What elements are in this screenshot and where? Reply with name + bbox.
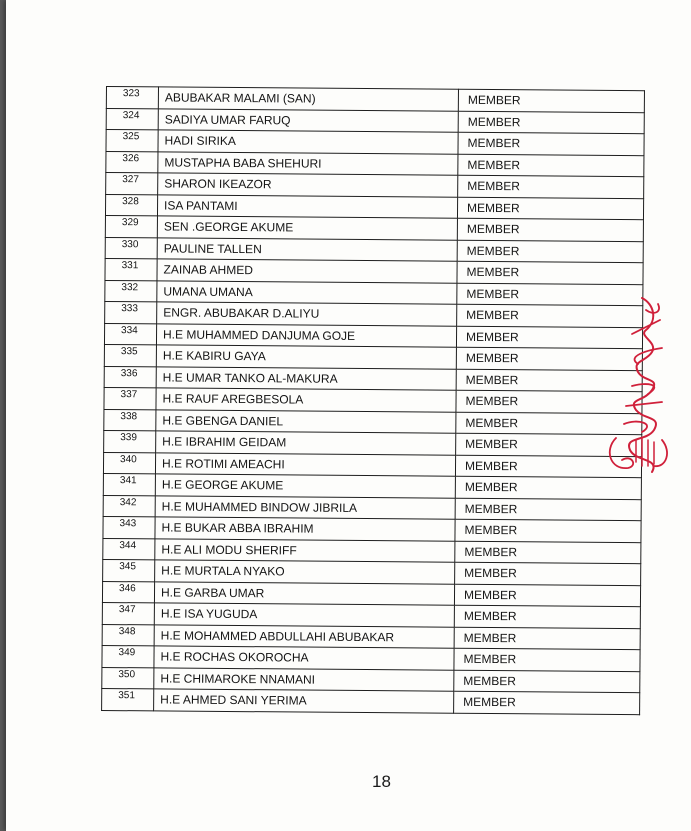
member-role: MEMBER — [458, 175, 644, 198]
row-number: 339 — [104, 430, 156, 452]
member-role: MEMBER — [454, 584, 640, 607]
member-role: MEMBER — [454, 670, 640, 693]
row-number: 351 — [102, 688, 154, 710]
member-name: ZAINAB AHMED — [157, 259, 457, 283]
member-name: H.E MOHAMMED ABDULLAHI ABUBAKAR — [154, 624, 454, 648]
member-name: H.E MURTALA NYAKO — [155, 560, 455, 584]
member-name: H.E ROTIMI AMEACHI — [155, 452, 455, 476]
member-name: H.E CHIMAROKE NNAMANI — [154, 667, 454, 691]
member-name: H.E ROCHAS OKOROCHA — [154, 646, 454, 670]
member-role: MEMBER — [455, 476, 641, 499]
member-role: MEMBER — [455, 562, 641, 585]
row-number: 341 — [103, 473, 155, 495]
row-number: 336 — [104, 366, 156, 388]
row-number: 333 — [105, 301, 157, 323]
member-role: MEMBER — [454, 627, 640, 650]
member-name: H.E KABIRU GAYA — [156, 345, 456, 369]
row-number: 344 — [103, 538, 155, 560]
row-number: 330 — [105, 237, 157, 259]
member-name: ISA PANTAMI — [157, 194, 457, 218]
member-name: H.E RAUF AREGBESOLA — [156, 388, 456, 412]
member-role: MEMBER — [456, 369, 642, 392]
row-number: 328 — [105, 194, 157, 216]
member-role: MEMBER — [456, 347, 642, 370]
member-role: MEMBER — [458, 89, 644, 112]
row-number: 332 — [105, 280, 157, 302]
member-name: MUSTAPHA BABA SHEHURI — [158, 151, 458, 175]
member-name: SEN .GEORGE AKUME — [157, 216, 457, 240]
row-number: 323 — [106, 87, 158, 109]
row-number: 342 — [103, 495, 155, 517]
row-number: 348 — [102, 624, 154, 646]
member-role: MEMBER — [457, 240, 643, 263]
member-name: SADIYA UMAR FARUQ — [158, 108, 458, 132]
members-table-body — [102, 87, 645, 715]
member-name: H.E UMAR TANKO AL-MAKURA — [156, 366, 456, 390]
row-number: 325 — [106, 130, 158, 152]
member-role: MEMBER — [456, 390, 642, 413]
row-number: 331 — [105, 258, 157, 280]
member-name: H.E GARBA UMAR — [154, 581, 454, 605]
member-role: MEMBER — [455, 519, 641, 542]
member-name: HADI SIRIKA — [158, 130, 458, 154]
row-number: 324 — [106, 108, 158, 130]
member-role: MEMBER — [458, 154, 644, 177]
member-name: H.E BUKAR ABBA IBRAHIM — [155, 517, 455, 541]
member-name: H.E MUHAMMED BINDOW JIBRILA — [155, 495, 455, 519]
row-number: 349 — [102, 645, 154, 667]
row-number: 326 — [106, 151, 158, 173]
member-role: MEMBER — [454, 691, 640, 714]
row-number: 335 — [104, 344, 156, 366]
document-page — [6, 0, 691, 831]
member-name: H.E ALI MODU SHERIFF — [155, 538, 455, 562]
member-role: MEMBER — [457, 197, 643, 220]
members-table — [101, 86, 645, 715]
member-name: ABUBAKAR MALAMI (SAN) — [158, 87, 458, 111]
member-role: MEMBER — [458, 132, 644, 155]
row-number: 329 — [105, 215, 157, 237]
row-number: 327 — [106, 173, 158, 195]
member-name: ENGR. ABUBAKAR D.ALIYU — [157, 302, 457, 326]
row-number: 337 — [104, 387, 156, 409]
row-number: 350 — [102, 667, 154, 689]
member-role: MEMBER — [456, 433, 642, 456]
member-role: MEMBER — [455, 541, 641, 564]
member-role: MEMBER — [457, 283, 643, 306]
member-role: MEMBER — [454, 648, 640, 671]
member-name: H.E IBRAHIM GEIDAM — [156, 431, 456, 455]
row-number: 345 — [103, 559, 155, 581]
member-role: MEMBER — [456, 412, 642, 435]
row-number: 338 — [104, 409, 156, 431]
member-name: PAULINE TALLEN — [157, 237, 457, 261]
member-name: SHARON IKEAZOR — [158, 173, 458, 197]
row-number: 340 — [103, 452, 155, 474]
member-name: UMANA UMANA — [157, 280, 457, 304]
signature-icon — [602, 290, 682, 490]
member-role: MEMBER — [457, 261, 643, 284]
row-number: 346 — [102, 581, 154, 603]
member-role: MEMBER — [458, 111, 644, 134]
member-name: H.E GBENGA DANIEL — [156, 409, 456, 433]
member-role: MEMBER — [455, 455, 641, 478]
row-number: 343 — [103, 516, 155, 538]
member-name: H.E GEORGE AKUME — [155, 474, 455, 498]
member-role: MEMBER — [456, 326, 642, 349]
table-row — [102, 688, 640, 714]
member-name: H.E MUHAMMED DANJUMA GOJE — [156, 323, 456, 347]
member-name: H.E ISA YUGUDA — [154, 603, 454, 627]
page-number: 18 — [372, 772, 391, 791]
row-number: 334 — [104, 323, 156, 345]
members-table-wrapper — [101, 86, 644, 715]
row-number: 347 — [102, 602, 154, 624]
member-role: MEMBER — [457, 304, 643, 327]
member-role: MEMBER — [455, 498, 641, 521]
member-role: MEMBER — [454, 605, 640, 628]
member-role: MEMBER — [457, 218, 643, 241]
member-name: H.E AHMED SANI YERIMA — [154, 689, 454, 713]
